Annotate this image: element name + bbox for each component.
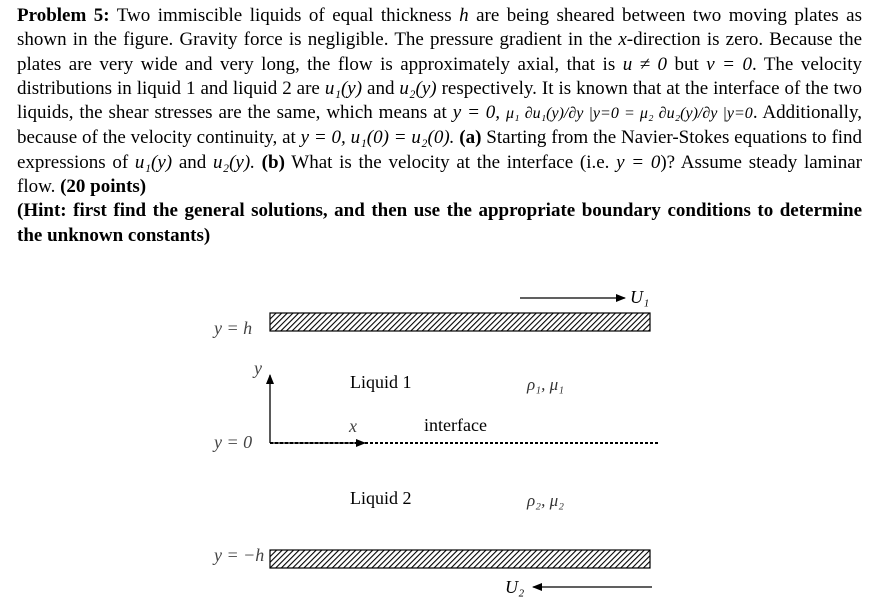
math-y-eq-0: y = 0, <box>300 127 346 149</box>
math-u1y: u₁(y) <box>324 77 363 99</box>
part-a-label: (a) <box>459 127 482 149</box>
math-v-eq-0: v = 0 <box>706 53 752 75</box>
text-segment: Starting from the Navier-Stokes equations to find expressions of <box>17 127 863 173</box>
axis-x-label: x <box>349 416 357 436</box>
text-segment: What is the velocity at the interface (i.e. <box>291 151 610 173</box>
points-label: (20 points) <box>60 176 147 198</box>
problem-label: Problem 5: <box>17 5 110 26</box>
math-h: h <box>459 5 469 26</box>
liquid1-label: Liquid 1 <box>350 372 412 392</box>
hint-text: (Hint: first find the general solutions, and then use the appropriate boundary conditions to determine the unknown constants) <box>17 200 862 246</box>
text-segment: )? Assume steady laminar flow. <box>17 151 862 198</box>
interface-label: interface <box>424 415 487 435</box>
math-x: x <box>618 29 627 51</box>
text-segment: -direction is zero. Because the plates are very wide and very long, the flow is approximately axial, that is <box>17 29 863 75</box>
axis-y-label: y <box>254 358 262 378</box>
liquid2-label: Liquid 2 <box>350 488 412 508</box>
math-u1y: u₁(y) <box>134 151 173 173</box>
text-segment: respectively. It is known that at the interface of the two liquids, the shear stresses are the same, which means at <box>17 77 862 124</box>
u2-label: U₂ <box>505 577 525 597</box>
props1-label: ρ₁, μ₁ <box>527 375 565 394</box>
props2-label: ρ₂, μ₂ <box>527 491 565 510</box>
text-segment: Two immiscible liquids of equal thickness <box>116 5 452 26</box>
text-segment: and <box>178 151 207 173</box>
bottom-plate <box>270 550 650 568</box>
u1-label: U₁ <box>630 287 650 307</box>
math-continuity: u₁(0) = u₂(0). <box>350 127 455 149</box>
label-y-neg-h: y = −h <box>214 545 265 565</box>
text-segment: . The velocity distributions in liquid 1 and liquid 2 are <box>17 53 863 99</box>
top-plate <box>270 313 650 331</box>
math-u-ne-0: u ≠ 0 <box>622 53 668 75</box>
math-u2y: u₂(y). <box>213 151 255 173</box>
text-segment: but <box>674 53 699 75</box>
label-y-h: y = h <box>214 318 253 338</box>
text-segment: . Additionally, because of the velocity continuity, at <box>17 102 862 149</box>
math-u2y: u₂(y) <box>399 77 437 99</box>
text-segment: are being sheared between two moving plates as shown in the figure. Gravity force is negligible. The pressure gradient in the <box>17 5 862 51</box>
math-y-eq-0: y = 0, <box>452 102 501 124</box>
text-segment: and <box>367 77 395 99</box>
math-shear-equality: μ₁ ∂u₁(y)/∂y |y=0 = μ₂ ∂u₂(y)/∂y |y=0 <box>505 105 753 123</box>
part-b-label: (b) <box>261 151 285 173</box>
label-y-0: y = 0 <box>214 432 253 452</box>
math-y-eq-0: y = 0 <box>616 151 661 173</box>
